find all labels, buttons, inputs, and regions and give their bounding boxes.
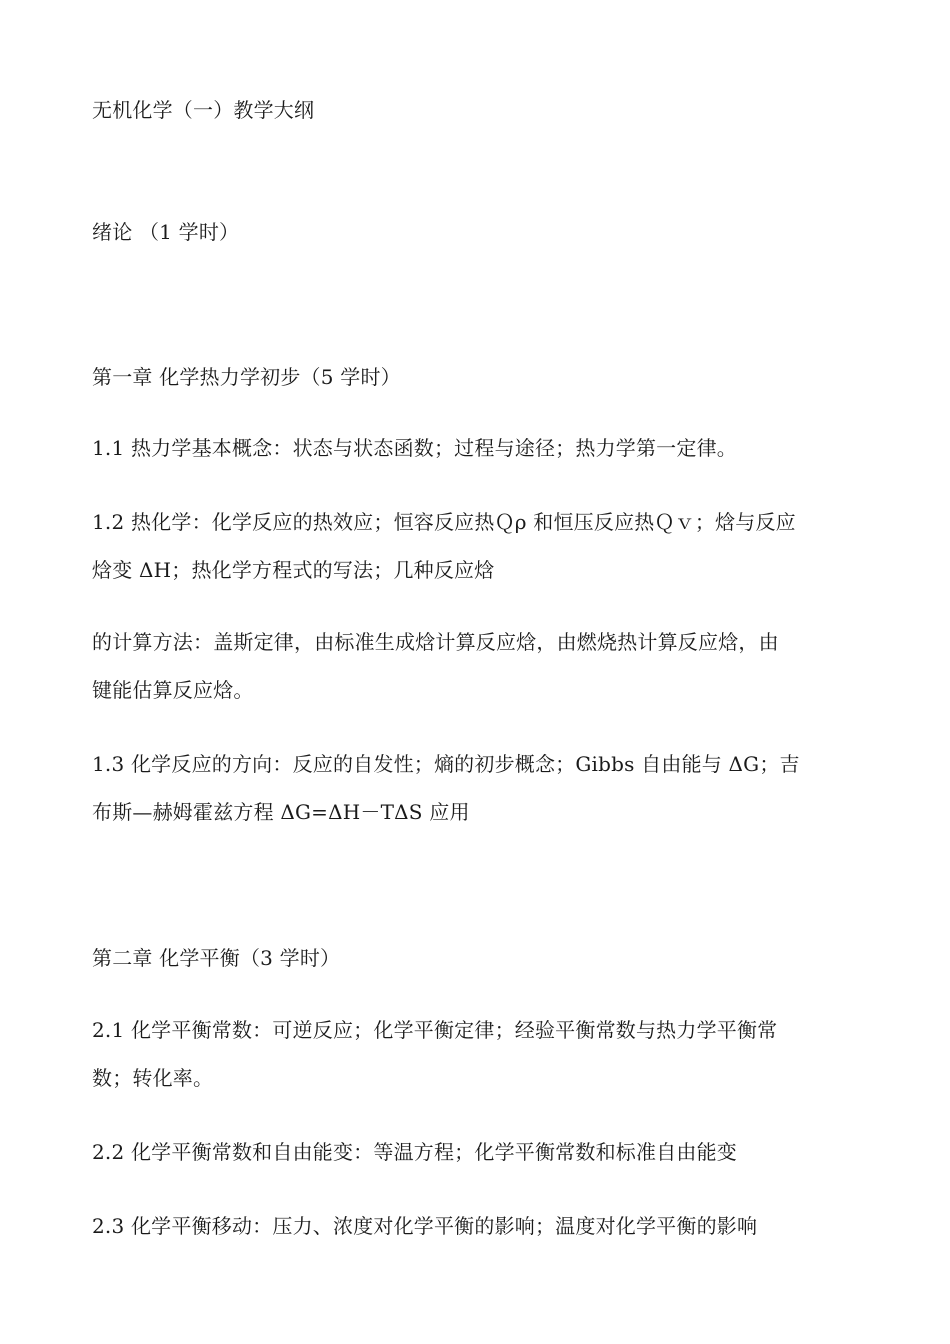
- section-1-2-line4: 键能估算反应焓。: [92, 678, 254, 702]
- document-title: 无机化学（一）教学大纲: [92, 98, 315, 122]
- chapter1-heading: 第一章 化学热力学初步（5 学时）: [92, 365, 401, 389]
- section-1-2-line1: 1.2 热化学：化学反应的热效应；恒容反应热Ｑρ 和恒压反应热Ｑｖ；焓与反应: [92, 510, 796, 534]
- chapter2-heading: 第二章 化学平衡（3 学时）: [92, 946, 341, 970]
- section-1-1: 1.1 热力学基本概念：状态与状态函数；过程与途径；热力学第一定律。: [92, 436, 737, 460]
- section-2-3: 2.3 化学平衡移动：压力、浓度对化学平衡的影响；温度对化学平衡的影响: [92, 1214, 758, 1238]
- section-2-1-line1: 2.1 化学平衡常数：可逆反应；化学平衡定律；经验平衡常数与热力学平衡常: [92, 1018, 778, 1042]
- section-1-2-line2: 焓变 ΔH；热化学方程式的写法；几种反应焓: [92, 558, 495, 582]
- section-2-1-line2: 数；转化率。: [92, 1066, 214, 1090]
- section-2-2: 2.2 化学平衡常数和自由能变：等温方程；化学平衡常数和标准自由能变: [92, 1140, 737, 1164]
- section-1-2-line3: 的计算方法：盖斯定律，由标准生成焓计算反应焓，由燃烧热计算反应焓，由: [92, 630, 779, 654]
- section-1-3-line2: 布斯—赫姆霍兹方程 ΔG=ΔH－TΔS 应用: [92, 800, 470, 824]
- intro-heading: 绪论 （1 学时）: [92, 220, 240, 244]
- section-1-3-line1: 1.3 化学反应的方向：反应的自发性；熵的初步概念；Gibbs 自由能与 ΔG；吉: [92, 752, 800, 776]
